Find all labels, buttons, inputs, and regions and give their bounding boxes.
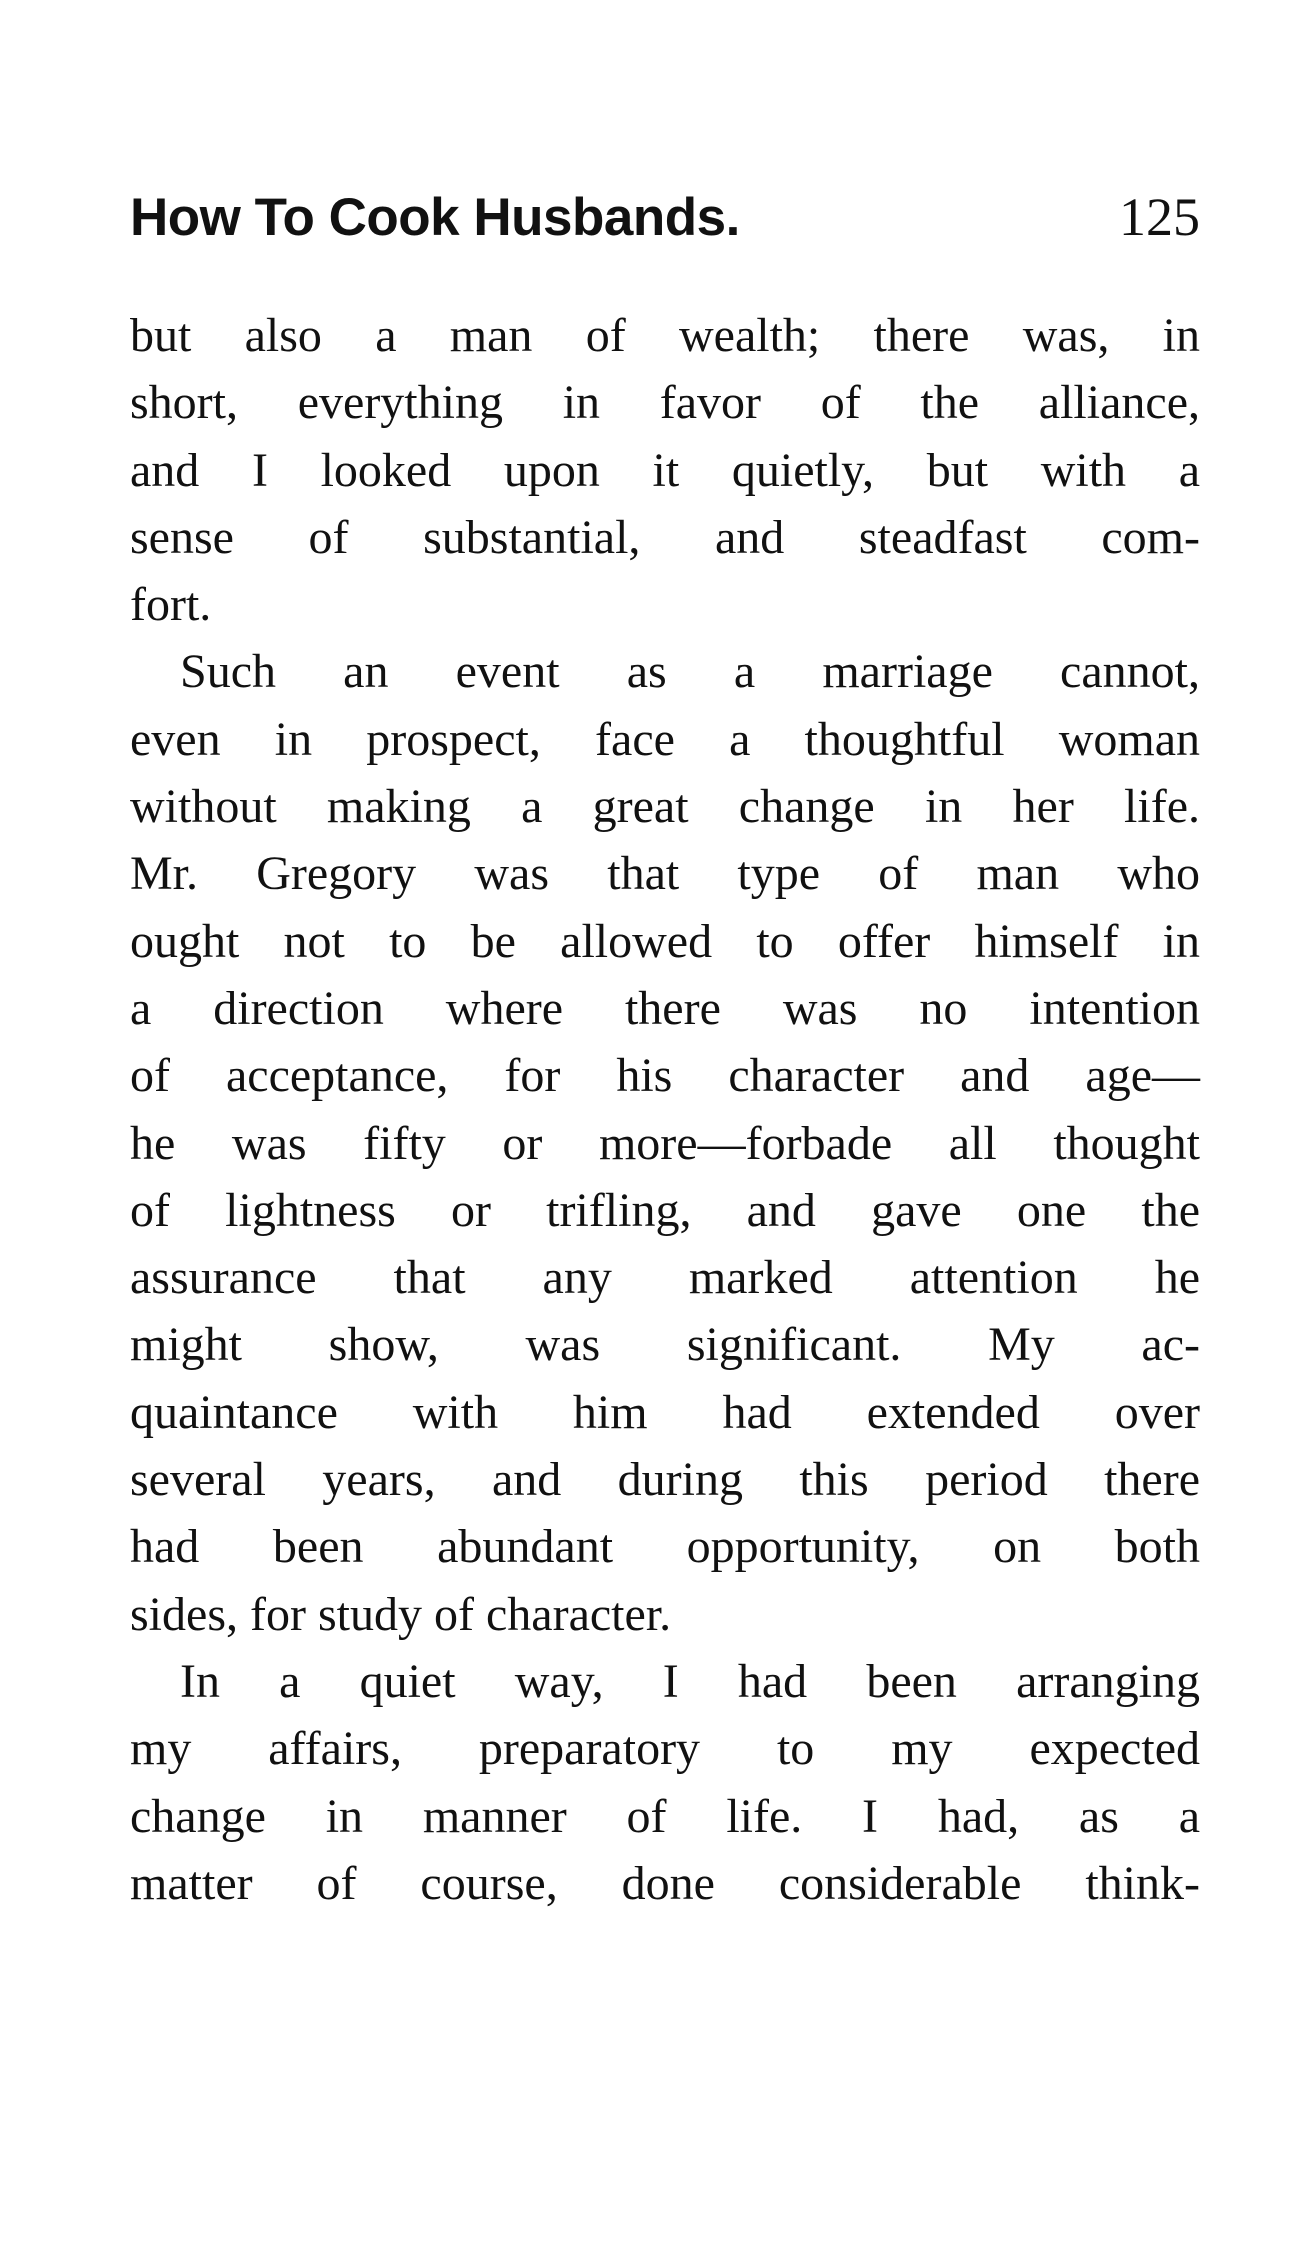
text-line: several years, and during this period there bbox=[130, 1453, 1200, 1507]
text-line: and I looked upon it quietly, but with a bbox=[130, 443, 1200, 497]
text-line: fort. bbox=[130, 578, 212, 632]
paragraph-start-line: In a quiet way, I had been arranging bbox=[180, 1654, 1200, 1708]
text-line: without making a great change in her life. bbox=[130, 780, 1200, 834]
text-line: of acceptance, for his character and age— bbox=[130, 1049, 1200, 1103]
text-line: but also a man of wealth; there was, in bbox=[130, 309, 1200, 362]
text-line: of lightness or trifling, and gave one the bbox=[130, 1183, 1200, 1237]
body-text bbox=[130, 302, 1200, 1917]
running-header bbox=[130, 186, 1200, 248]
text-line: change in manner of life. I had, as a bbox=[130, 1789, 1200, 1843]
text-line: matter of course, done considerable think- bbox=[130, 1856, 1200, 1910]
text-line: might show, was significant. My ac- bbox=[130, 1318, 1200, 1372]
text-line: short, everything in favor of the alliance, bbox=[130, 376, 1200, 430]
text-line: he was fifty or more—forbade all thought bbox=[130, 1116, 1200, 1170]
text-line: had been abundant opportunity, on both bbox=[130, 1520, 1200, 1574]
text-line: quaintance with him had extended over bbox=[130, 1385, 1200, 1439]
text-line: sides, for study of character. bbox=[130, 1587, 672, 1641]
text-line: sense of substantial, and steadfast com- bbox=[130, 510, 1200, 564]
paragraph-start-line: Such an event as a marriage cannot, bbox=[180, 645, 1200, 699]
text-line: assurance that any marked attention he bbox=[130, 1251, 1200, 1305]
running-title: How To Cook Husbands. bbox=[130, 188, 740, 247]
text-line: a direction where there was no intention bbox=[130, 981, 1200, 1035]
page-number: 125 bbox=[1119, 187, 1200, 247]
text-line: even in prospect, face a thoughtful woman bbox=[130, 712, 1200, 766]
text-line: Mr. Gregory was that type of man who bbox=[130, 847, 1200, 901]
text-line: my affairs, preparatory to my expected bbox=[130, 1722, 1200, 1776]
text-line: ought not to be allowed to offer himself in bbox=[130, 914, 1200, 968]
